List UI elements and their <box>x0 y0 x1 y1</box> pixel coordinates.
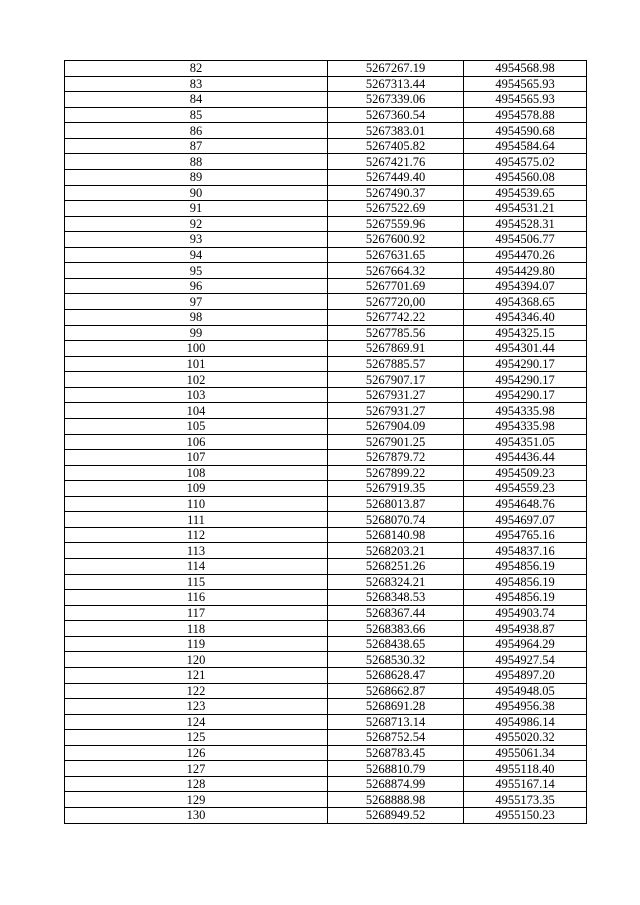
y-coordinate-cell: 4954837.16 <box>464 543 587 559</box>
x-coordinate-cell: 5267904.09 <box>328 418 464 434</box>
y-coordinate-cell: 4954765.16 <box>464 527 587 543</box>
coordinates-table-body <box>65 61 587 824</box>
y-coordinate-cell: 4954290.17 <box>464 372 587 388</box>
table-row <box>65 808 587 824</box>
point-number-cell: 108 <box>65 465 328 481</box>
y-coordinate-cell: 4954290.17 <box>464 356 587 372</box>
table-row <box>65 450 587 466</box>
table-row <box>65 185 587 201</box>
table-row <box>65 247 587 263</box>
point-number-cell: 95 <box>65 263 328 279</box>
table-row <box>65 232 587 248</box>
x-coordinate-cell: 5267490.37 <box>328 185 464 201</box>
x-coordinate-cell: 5267742.22 <box>328 310 464 326</box>
point-number-cell: 91 <box>65 201 328 217</box>
point-number-cell: 125 <box>65 730 328 746</box>
x-coordinate-cell: 5267919.35 <box>328 481 464 497</box>
table-row <box>65 123 587 139</box>
x-coordinate-cell: 5267901.25 <box>328 434 464 450</box>
table-row <box>65 372 587 388</box>
point-number-cell: 100 <box>65 341 328 357</box>
point-number-cell: 112 <box>65 527 328 543</box>
x-coordinate-cell: 5268203.21 <box>328 543 464 559</box>
table-row <box>65 714 587 730</box>
table-row <box>65 730 587 746</box>
x-coordinate-cell: 5267522.69 <box>328 201 464 217</box>
point-number-cell: 98 <box>65 310 328 326</box>
y-coordinate-cell: 4954903.74 <box>464 605 587 621</box>
table-row <box>65 201 587 217</box>
x-coordinate-cell: 5268251.26 <box>328 559 464 575</box>
x-coordinate-cell: 5268628.47 <box>328 667 464 683</box>
table-row <box>65 761 587 777</box>
x-coordinate-cell: 5268713.14 <box>328 714 464 730</box>
x-coordinate-cell: 5268752.54 <box>328 730 464 746</box>
table-row <box>65 543 587 559</box>
table-row <box>65 745 587 761</box>
point-number-cell: 109 <box>65 481 328 497</box>
point-number-cell: 114 <box>65 559 328 575</box>
table-row <box>65 341 587 357</box>
x-coordinate-cell: 5267899.22 <box>328 465 464 481</box>
y-coordinate-cell: 4954470.26 <box>464 247 587 263</box>
y-coordinate-cell: 4955173.35 <box>464 792 587 808</box>
y-coordinate-cell: 4954986.14 <box>464 714 587 730</box>
point-number-cell: 117 <box>65 605 328 621</box>
y-coordinate-cell: 4954565.93 <box>464 76 587 92</box>
point-number-cell: 104 <box>65 403 328 419</box>
x-coordinate-cell: 5267879.72 <box>328 450 464 466</box>
y-coordinate-cell: 4954290.17 <box>464 387 587 403</box>
point-number-cell: 102 <box>65 372 328 388</box>
table-row <box>65 278 587 294</box>
point-number-cell: 127 <box>65 761 328 777</box>
table-row <box>65 356 587 372</box>
y-coordinate-cell: 4954436.44 <box>464 450 587 466</box>
y-coordinate-cell: 4954927.54 <box>464 652 587 668</box>
table-row <box>65 683 587 699</box>
table-row <box>65 403 587 419</box>
y-coordinate-cell: 4954964.29 <box>464 636 587 652</box>
point-number-cell: 113 <box>65 543 328 559</box>
point-number-cell: 130 <box>65 808 328 824</box>
point-number-cell: 115 <box>65 574 328 590</box>
x-coordinate-cell: 5267931.27 <box>328 403 464 419</box>
y-coordinate-cell: 4954565.93 <box>464 92 587 108</box>
x-coordinate-cell: 5268662.87 <box>328 683 464 699</box>
y-coordinate-cell: 4954429.80 <box>464 263 587 279</box>
table-row <box>65 496 587 512</box>
x-coordinate-cell: 5267267.19 <box>328 61 464 77</box>
point-number-cell: 83 <box>65 76 328 92</box>
point-number-cell: 103 <box>65 387 328 403</box>
point-number-cell: 99 <box>65 325 328 341</box>
y-coordinate-cell: 4954856.19 <box>464 574 587 590</box>
table-row <box>65 61 587 77</box>
y-coordinate-cell: 4954938.87 <box>464 621 587 637</box>
point-number-cell: 97 <box>65 294 328 310</box>
point-number-cell: 84 <box>65 92 328 108</box>
point-number-cell: 118 <box>65 621 328 637</box>
x-coordinate-cell: 5268438.65 <box>328 636 464 652</box>
point-number-cell: 101 <box>65 356 328 372</box>
x-coordinate-cell: 5267421.76 <box>328 154 464 170</box>
point-number-cell: 89 <box>65 169 328 185</box>
y-coordinate-cell: 4954948.05 <box>464 683 587 699</box>
x-coordinate-cell: 5267664.32 <box>328 263 464 279</box>
x-coordinate-cell: 5268949.52 <box>328 808 464 824</box>
y-coordinate-cell: 4954560.08 <box>464 169 587 185</box>
point-number-cell: 124 <box>65 714 328 730</box>
point-number-cell: 105 <box>65 418 328 434</box>
point-number-cell: 123 <box>65 699 328 715</box>
y-coordinate-cell: 4954697.07 <box>464 512 587 528</box>
y-coordinate-cell: 4954575.02 <box>464 154 587 170</box>
table-row <box>65 418 587 434</box>
y-coordinate-cell: 4954584.64 <box>464 138 587 154</box>
x-coordinate-cell: 5267631.65 <box>328 247 464 263</box>
table-row <box>65 636 587 652</box>
y-coordinate-cell: 4955118.40 <box>464 761 587 777</box>
y-coordinate-cell: 4954531.21 <box>464 201 587 217</box>
table-row <box>65 590 587 606</box>
x-coordinate-cell: 5268367.44 <box>328 605 464 621</box>
x-coordinate-cell: 5268874.99 <box>328 776 464 792</box>
y-coordinate-cell: 4954351.05 <box>464 434 587 450</box>
y-coordinate-cell: 4954897.20 <box>464 667 587 683</box>
point-number-cell: 121 <box>65 667 328 683</box>
point-number-cell: 88 <box>65 154 328 170</box>
table-row <box>65 792 587 808</box>
y-coordinate-cell: 4954335.98 <box>464 418 587 434</box>
y-coordinate-cell: 4955167.14 <box>464 776 587 792</box>
point-number-cell: 107 <box>65 450 328 466</box>
x-coordinate-cell: 5267405.82 <box>328 138 464 154</box>
table-row <box>65 527 587 543</box>
point-number-cell: 92 <box>65 216 328 232</box>
table-row <box>65 138 587 154</box>
point-number-cell: 126 <box>65 745 328 761</box>
table-row <box>65 216 587 232</box>
point-number-cell: 119 <box>65 636 328 652</box>
x-coordinate-cell: 5267600.92 <box>328 232 464 248</box>
point-number-cell: 96 <box>65 278 328 294</box>
y-coordinate-cell: 4954301.44 <box>464 341 587 357</box>
point-number-cell: 116 <box>65 590 328 606</box>
x-coordinate-cell: 5268691.28 <box>328 699 464 715</box>
y-coordinate-cell: 4954528.31 <box>464 216 587 232</box>
x-coordinate-cell: 5267785.56 <box>328 325 464 341</box>
point-number-cell: 122 <box>65 683 328 699</box>
point-number-cell: 86 <box>65 123 328 139</box>
x-coordinate-cell: 5267313.44 <box>328 76 464 92</box>
y-coordinate-cell: 4954856.19 <box>464 590 587 606</box>
x-coordinate-cell: 5268783.45 <box>328 745 464 761</box>
table-row <box>65 263 587 279</box>
table-row <box>65 107 587 123</box>
table-row <box>65 699 587 715</box>
x-coordinate-cell: 5268348.53 <box>328 590 464 606</box>
y-coordinate-cell: 4954325.15 <box>464 325 587 341</box>
x-coordinate-cell: 5267339.06 <box>328 92 464 108</box>
x-coordinate-cell: 5267559.96 <box>328 216 464 232</box>
y-coordinate-cell: 4954590.68 <box>464 123 587 139</box>
table-row <box>65 434 587 450</box>
y-coordinate-cell: 4954335.98 <box>464 403 587 419</box>
table-row <box>65 512 587 528</box>
x-coordinate-cell: 5268013.87 <box>328 496 464 512</box>
x-coordinate-cell: 5268530.32 <box>328 652 464 668</box>
x-coordinate-cell: 5267885.57 <box>328 356 464 372</box>
table-row <box>65 154 587 170</box>
x-coordinate-cell: 5267701.69 <box>328 278 464 294</box>
x-coordinate-cell: 5268140.98 <box>328 527 464 543</box>
y-coordinate-cell: 4954394.07 <box>464 278 587 294</box>
coordinates-table <box>64 60 587 824</box>
x-coordinate-cell: 5267931.27 <box>328 387 464 403</box>
y-coordinate-cell: 4954856.19 <box>464 559 587 575</box>
table-row <box>65 559 587 575</box>
table-row <box>65 92 587 108</box>
table-row <box>65 667 587 683</box>
x-coordinate-cell: 5268810.79 <box>328 761 464 777</box>
y-coordinate-cell: 4954648.76 <box>464 496 587 512</box>
x-coordinate-cell: 5267720,00 <box>328 294 464 310</box>
point-number-cell: 94 <box>65 247 328 263</box>
table-row <box>65 621 587 637</box>
point-number-cell: 90 <box>65 185 328 201</box>
y-coordinate-cell: 4954506.77 <box>464 232 587 248</box>
x-coordinate-cell: 5267383.01 <box>328 123 464 139</box>
table-row <box>65 574 587 590</box>
point-number-cell: 111 <box>65 512 328 528</box>
y-coordinate-cell: 4954368.65 <box>464 294 587 310</box>
y-coordinate-cell: 4954956.38 <box>464 699 587 715</box>
y-coordinate-cell: 4954559.23 <box>464 481 587 497</box>
table-row <box>65 652 587 668</box>
y-coordinate-cell: 4954509.23 <box>464 465 587 481</box>
table-row <box>65 465 587 481</box>
table-row <box>65 481 587 497</box>
table-row <box>65 310 587 326</box>
table-row <box>65 169 587 185</box>
point-number-cell: 110 <box>65 496 328 512</box>
y-coordinate-cell: 4954346.40 <box>464 310 587 326</box>
y-coordinate-cell: 4955020.32 <box>464 730 587 746</box>
x-coordinate-cell: 5268070.74 <box>328 512 464 528</box>
x-coordinate-cell: 5268383.66 <box>328 621 464 637</box>
point-number-cell: 87 <box>65 138 328 154</box>
point-number-cell: 85 <box>65 107 328 123</box>
table-row <box>65 76 587 92</box>
table-row <box>65 325 587 341</box>
y-coordinate-cell: 4955061.34 <box>464 745 587 761</box>
y-coordinate-cell: 4954539.65 <box>464 185 587 201</box>
table-row <box>65 294 587 310</box>
x-coordinate-cell: 5267449.40 <box>328 169 464 185</box>
y-coordinate-cell: 4954568.98 <box>464 61 587 77</box>
point-number-cell: 106 <box>65 434 328 450</box>
y-coordinate-cell: 4954578.88 <box>464 107 587 123</box>
table-row <box>65 605 587 621</box>
point-number-cell: 82 <box>65 61 328 77</box>
x-coordinate-cell: 5268324.21 <box>328 574 464 590</box>
x-coordinate-cell: 5267907.17 <box>328 372 464 388</box>
table-row <box>65 387 587 403</box>
x-coordinate-cell: 5267360.54 <box>328 107 464 123</box>
x-coordinate-cell: 5268888.98 <box>328 792 464 808</box>
point-number-cell: 93 <box>65 232 328 248</box>
point-number-cell: 128 <box>65 776 328 792</box>
x-coordinate-cell: 5267869.91 <box>328 341 464 357</box>
point-number-cell: 129 <box>65 792 328 808</box>
table-row <box>65 776 587 792</box>
y-coordinate-cell: 4955150.23 <box>464 808 587 824</box>
point-number-cell: 120 <box>65 652 328 668</box>
